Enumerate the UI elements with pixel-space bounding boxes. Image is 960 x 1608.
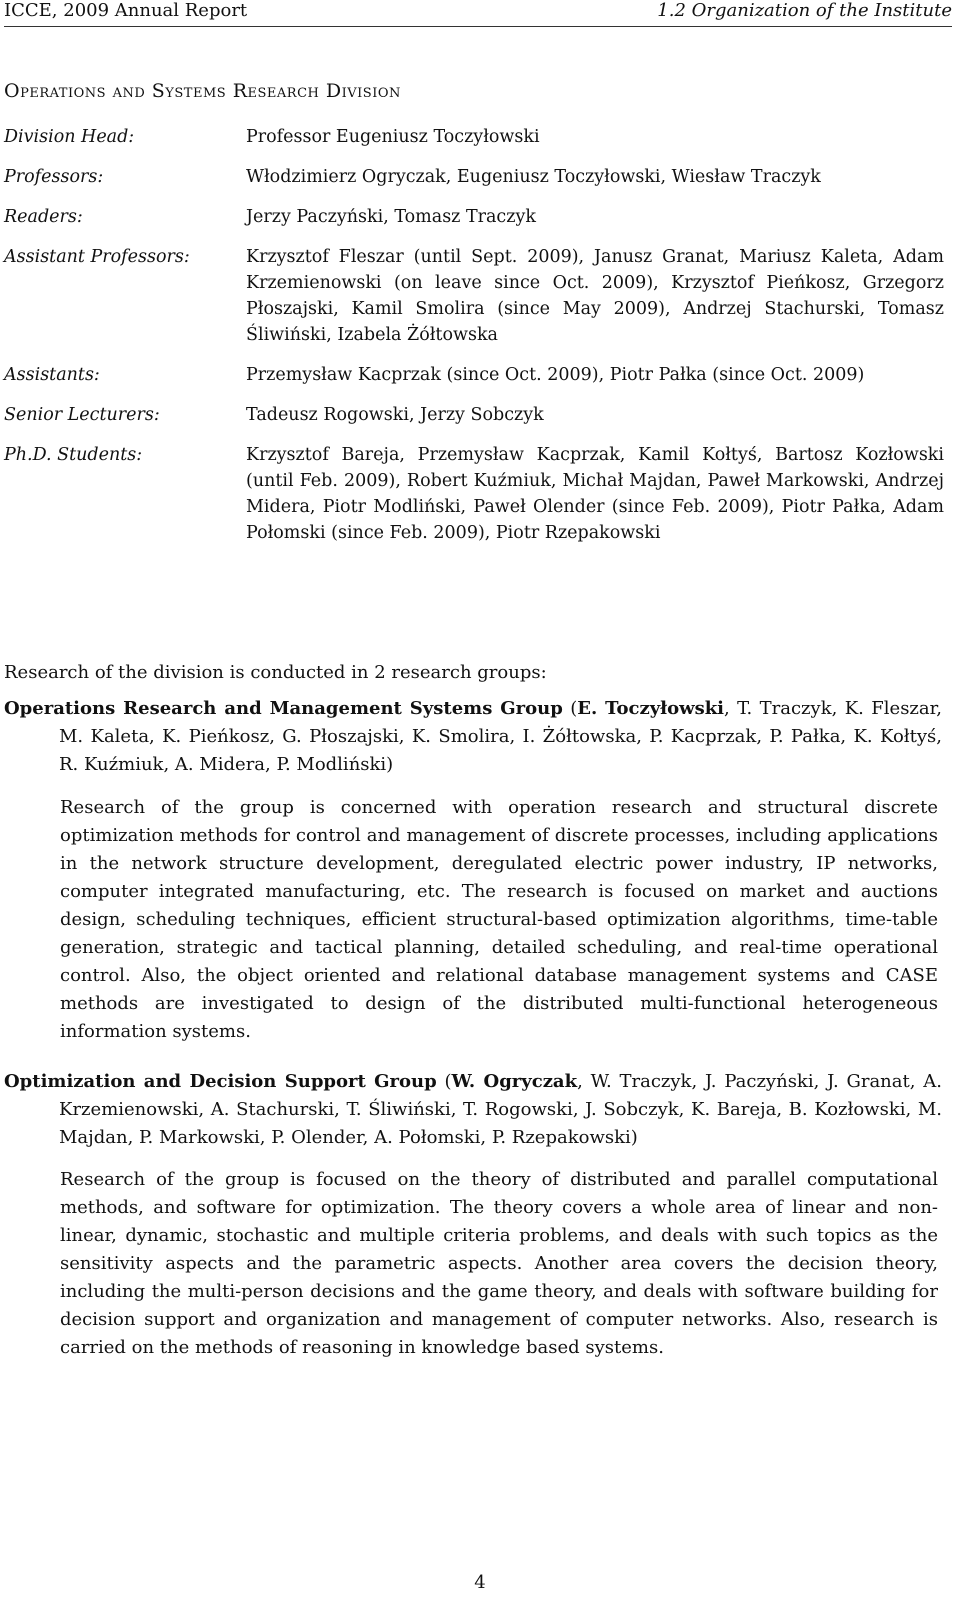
staff-table: [4, 124, 944, 546]
staff-role: Assistant Professors:: [4, 247, 190, 267]
header-right: 1.2 Organization of the Institute: [657, 0, 952, 21]
staff-role: Readers:: [4, 207, 83, 227]
staff-role: Assistants:: [4, 365, 100, 385]
staff-row-assistant-professors: [4, 244, 944, 348]
group-members: , W. Traczyk, J. Paczyński, J. Granat, A. Krzemienowski, A. Stachurski, T. Śliwiński, T. Rogowski, J. Sobczyk, K. Bareja, B. Kozłowski, M. Majdan, P. Markowski, P. Olender, A. Połomski, P. Rzepakowski): [59, 1071, 942, 1148]
division-title: Operations and Systems Research Division: [4, 80, 401, 102]
staff-row-assistants: [4, 362, 944, 388]
running-header: [4, 0, 952, 27]
staff-names: Professor Eugeniusz Toczyłowski: [246, 127, 540, 147]
staff-names: Przemysław Kacprzak (since Oct. 2009), Piotr Pałka (since Oct. 2009): [246, 365, 865, 385]
page-number: 4: [474, 1572, 486, 1593]
staff-role: Senior Lecturers:: [4, 405, 160, 425]
staff-names: Krzysztof Bareja, Przemysław Kacprzak, Kamil Kołtyś, Bartosz Kozłowski (until Feb. 2009), Robert Kuźmiuk, Michał Majdan, Paweł Markowski, Andrzej Midera, Piotr Modliński, Paweł Olender (since Feb. 2009), Piotr Pałka, Adam Połomski (since Feb. 2009), Piotr Rzepakowski: [246, 445, 944, 543]
header-left: ICCE, 2009 Annual Report: [4, 0, 248, 21]
group-open-paren: (: [562, 698, 578, 719]
group-open-paren: (: [436, 1071, 452, 1092]
staff-role: Professors:: [4, 167, 104, 187]
group-title: Operations Research and Management Systems Group: [4, 698, 563, 719]
staff-role: Division Head:: [4, 127, 135, 147]
staff-role: Ph.D. Students:: [4, 445, 143, 465]
staff-names: Włodzimierz Ogryczak, Eugeniusz Toczyłowski, Wiesław Traczyk: [246, 167, 821, 187]
group-title: Optimization and Decision Support Group: [4, 1071, 437, 1092]
staff-row-phd-students: [4, 442, 944, 546]
group-heading-operations-research: [4, 695, 942, 779]
group-description-operations-research: Research of the group is concerned with operation research and structural discrete optimization methods for control and management of discrete processes, including applications in the network structure development, deregulated electric power industry, IP networks, computer integrated manufacturing, etc. The research is focused on market and auctions design, scheduling techniques, efficient structural-based optimization algorithms, time-table generation, strategic and tactical planning, detailed scheduling, and real-time operational control. Also, the object oriented and relational database management systems and CASE methods are investigated to design of the distributed multi-functional heterogeneous information systems.: [60, 797, 938, 1042]
group-members: , T. Traczyk, K. Fleszar, M. Kaleta, K. Pieńkosz, G. Płoszajski, K. Smolira, I. Żółtowska, P. Kacprzak, P. Pałka, K. Kołtyś, R. Kuźmiuk, A. Midera, P. Modliński): [59, 698, 942, 775]
group-leader: W. Ogryczak: [451, 1071, 578, 1092]
group-leader: E. Toczyłowski: [577, 698, 725, 719]
staff-row-division-head: [4, 124, 944, 150]
intro-text: Research of the division is conducted in 2 research groups:: [4, 662, 547, 683]
staff-names: Jerzy Paczyński, Tomasz Traczyk: [246, 207, 536, 227]
staff-row-senior-lecturers: [4, 402, 944, 428]
staff-row-readers: [4, 204, 944, 230]
staff-names: Tadeusz Rogowski, Jerzy Sobczyk: [246, 405, 544, 425]
staff-row-professors: [4, 164, 944, 190]
group-heading-optimization: [4, 1068, 942, 1152]
group-description-optimization: Research of the group is focused on the theory of distributed and parallel computational methods, and software for optimization. The theory covers a whole area of linear and non-linear, dynamic, stochastic and multiple criteria problems, and deals with such topics as the sensitivity aspects and the parametric aspects. Another area covers the decision theory, including the multi-person decisions and the game theory, and deals with software building for decision support and organization and management of computer networks. Also, research is carried on the methods of reasoning in knowledge based systems.: [60, 1169, 938, 1358]
staff-names: Krzysztof Fleszar (until Sept. 2009), Janusz Granat, Mariusz Kaleta, Adam Krzemienowski (on leave since Oct. 2009), Krzysztof Pieńkosz, Grzegorz Płoszajski, Kamil Smolira (since May 2009), Andrzej Stachurski, Tomasz Śliwiński, Izabela Żółtowska: [246, 247, 944, 345]
